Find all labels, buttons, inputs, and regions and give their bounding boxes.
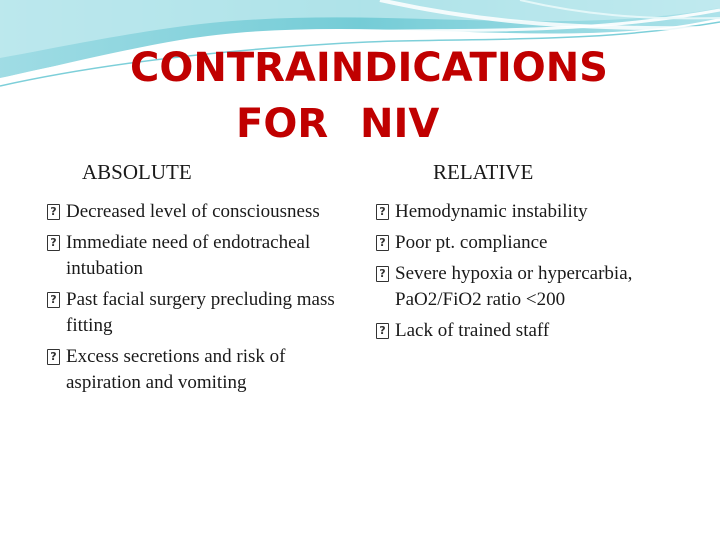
list-item-text: Poor pt. compliance	[395, 232, 548, 253]
absolute-heading: ABSOLUTE	[82, 160, 192, 184]
relative-list	[376, 199, 696, 349]
list-item-text: Lack of trained staff	[395, 320, 550, 341]
absolute-list	[47, 199, 357, 401]
list-item	[376, 230, 696, 256]
missing-glyph-bullet-icon: ?	[376, 323, 389, 339]
missing-glyph-bullet-icon: ?	[47, 204, 60, 220]
list-item-text: Excess secretions and risk of aspiration and vomiting	[66, 346, 286, 393]
list-item	[47, 199, 357, 225]
list-item-text: Immediate need of endotracheal intubation	[66, 232, 311, 279]
list-item-text: Decreased level of consciousness	[66, 201, 320, 222]
list-item-text: Hemodynamic instability	[395, 201, 588, 222]
title-line-2: FOR NIV	[236, 101, 440, 147]
list-item	[376, 199, 696, 225]
missing-glyph-bullet-icon: ?	[47, 292, 60, 308]
list-item	[47, 287, 357, 339]
missing-glyph-bullet-icon: ?	[376, 266, 389, 282]
list-item-text: Severe hypoxia or hypercarbia, PaO2/FiO2 ratio <200	[395, 263, 633, 310]
relative-heading: RELATIVE	[433, 160, 534, 184]
missing-glyph-bullet-icon: ?	[376, 235, 389, 251]
title-line-1: CONTRAINDICATIONS	[130, 45, 608, 91]
missing-glyph-bullet-icon: ?	[47, 235, 60, 251]
list-item	[376, 318, 696, 344]
list-item	[376, 261, 696, 313]
list-item	[47, 344, 357, 396]
missing-glyph-bullet-icon: ?	[376, 204, 389, 220]
list-item	[47, 230, 357, 282]
missing-glyph-bullet-icon: ?	[47, 349, 60, 365]
list-item-text: Past facial surgery precluding mass fitting	[66, 289, 335, 336]
